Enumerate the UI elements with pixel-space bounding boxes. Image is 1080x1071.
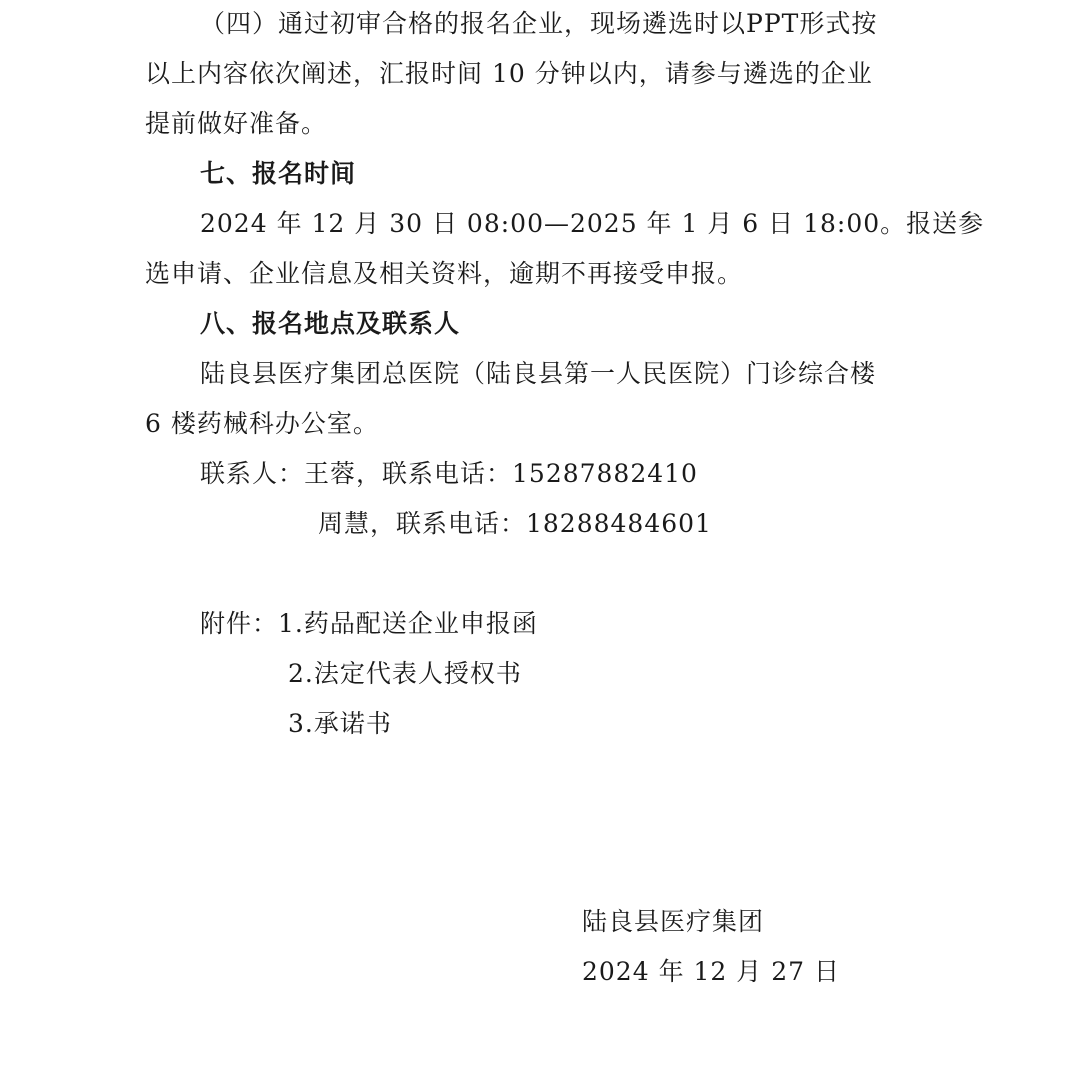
section-8-line-2: 6 楼药械科办公室。	[145, 409, 379, 438]
paragraph-4-line-2: 以上内容依次阐述，汇报时间 10 分钟以内，请参与遴选的企业	[145, 59, 873, 88]
section-7-line-1: 2024 年 12 月 30 日 08:00—2025 年 1 月 6 日 18:00。报送参	[200, 209, 985, 238]
section-7-line-2: 选申请、企业信息及相关资料，逾期不再接受申报。	[145, 259, 744, 288]
attachment-item-1: 附件：1.药品配送企业申报函	[200, 609, 538, 638]
signature-organization: 陆良县医疗集团	[582, 907, 765, 936]
contact-line-1: 联系人：王蓉，联系电话：15287882410	[200, 459, 698, 488]
paragraph-4-line-1: （四）通过初审合格的报名企业，现场遴选时以PPT形式按	[200, 9, 878, 38]
signature-date: 2024 年 12 月 27 日	[582, 957, 840, 986]
attachment-item-3: 3.承诺书	[288, 709, 392, 738]
contact-line-2: 周慧，联系电话：18288484601	[318, 509, 712, 538]
attachment-item-2: 2.法定代表人授权书	[288, 659, 522, 688]
paragraph-4-line-3: 提前做好准备。	[145, 109, 328, 138]
section-7-heading: 七、报名时间	[200, 159, 357, 188]
section-8-line-1: 陆良县医疗集团总医院（陆良县第一人民医院）门诊综合楼	[200, 359, 877, 388]
section-8-heading: 八、报名地点及联系人	[200, 309, 461, 338]
